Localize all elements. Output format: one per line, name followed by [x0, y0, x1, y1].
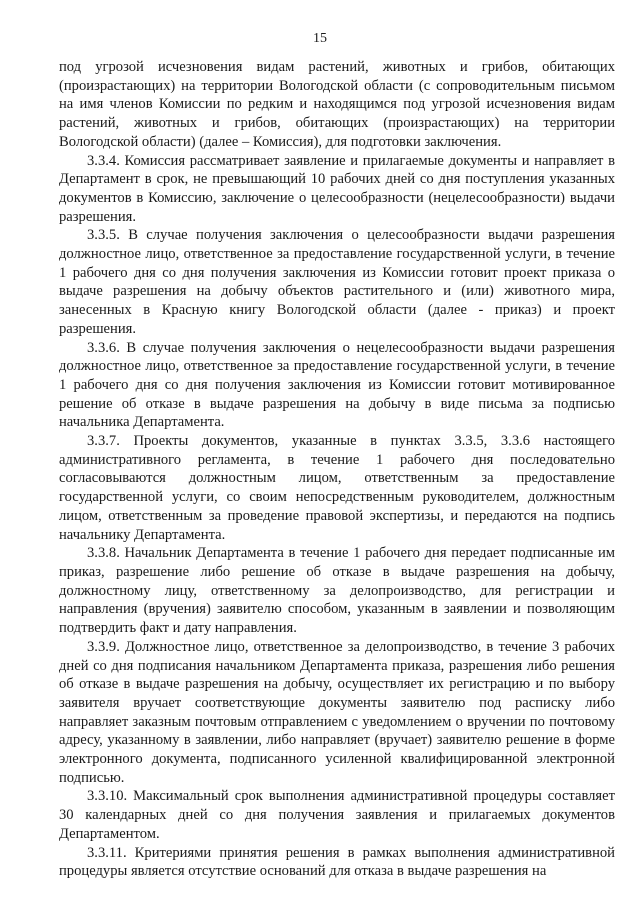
paragraph-3-3-9: 3.3.9. Должностное лицо, ответственное за делопроизводство, в течение 3 рабочих дней со дня подписания начальником Департамента приказа, разрешения либо решения об отказе в выдаче разрешения на добычу, осуществляет их регистрацию и по выбору заявителя вручает соответствующие документы заявителю под расписку либо направляет заказным почтовым отправлением с уведомлением о вручении по почтовому адресу, указанному в заявлении, либо направляет (вручает) заявителю решение в форме электронного документа, подписанного усиленной квалифицированной электронной подписью.	[59, 638, 615, 786]
paragraph-3-3-8: 3.3.8. Начальник Департамента в течение 1 рабочего дня передает подписанные им приказ, разрешение либо решение об отказе в выдаче разрешения на добычу, должностному лицу, ответственному за делопроизводство, для регистрации и направления (вручения) заявителю способом, указанным в заявлении и позволяющим подтвердить факт и дату направления.	[59, 545, 615, 637]
page-number: 15	[313, 31, 327, 46]
paragraph-3-3-11: 3.3.11. Критериями принятия решения в рамках выполнения административной процедуры является отсутствие оснований для отказа в выдаче разрешения на	[59, 844, 615, 880]
paragraph-continuation: под угрозой исчезновения видам растений, животных и грибов, обитающих (произрастающих) на территории Вологодской области (с сопроводительным письмом на имя членов Комиссии по редким и находящимся под угрозой исчезновения видам растений, животных и грибов, обитающих (произрастающих) на территории Вологодской области) (далее – Комиссия), для подготовки заключения.	[59, 59, 615, 150]
paragraph-3-3-4: 3.3.4. Комиссия рассматривает заявление и прилагаемые документы и направляет в Департамент в срок, не превышающий 10 рабочих дней со дня поступления указанных документов в Комиссию, заключение о целесообразности (нецелесообразности) выдачи разрешения.	[59, 152, 615, 225]
paragraph-3-3-10: 3.3.10. Максимальный срок выполнения административной процедуры составляет 30 календарных дней со дня получения заявления и прилагаемых документов Департаментом.	[59, 788, 615, 842]
paragraph-3-3-6: 3.3.6. В случае получения заключения о нецелесообразности выдачи разрешения должностное лицо, ответственное за предоставление государственной услуги, в течение 1 рабочего дня со дня получения заключения из Комиссии готовит мотивированное решение об отказе в выдаче разрешения на добычу в виде письма за подписью начальника Департамента.	[59, 339, 615, 431]
paragraph-3-3-7: 3.3.7. Проекты документов, указанные в пунктах 3.3.5, 3.3.6 настоящего административного регламента, в течение 1 рабочего дня последовательно согласовываются должностным лицом, ответственным за предоставление государственной услуги, со своим непосредственным руководителем, должностным лицом, ответственным за проведение правовой экспертизы, и передаются на подпись начальнику Департамента.	[59, 433, 615, 543]
paragraph-3-3-5: 3.3.5. В случае получения заключения о целесообразности выдачи разрешения должностное лицо, ответственное за предоставление государственной услуги, в течение 1 рабочего дня со дня получения заключения из Комиссии готовит проект приказа о выдаче разрешения на добычу объектов растительного и (или) животного мира, занесенных в Красную книгу Вологодской области (далее - приказ) и проект разрешения.	[59, 227, 615, 337]
document-body	[59, 58, 615, 881]
